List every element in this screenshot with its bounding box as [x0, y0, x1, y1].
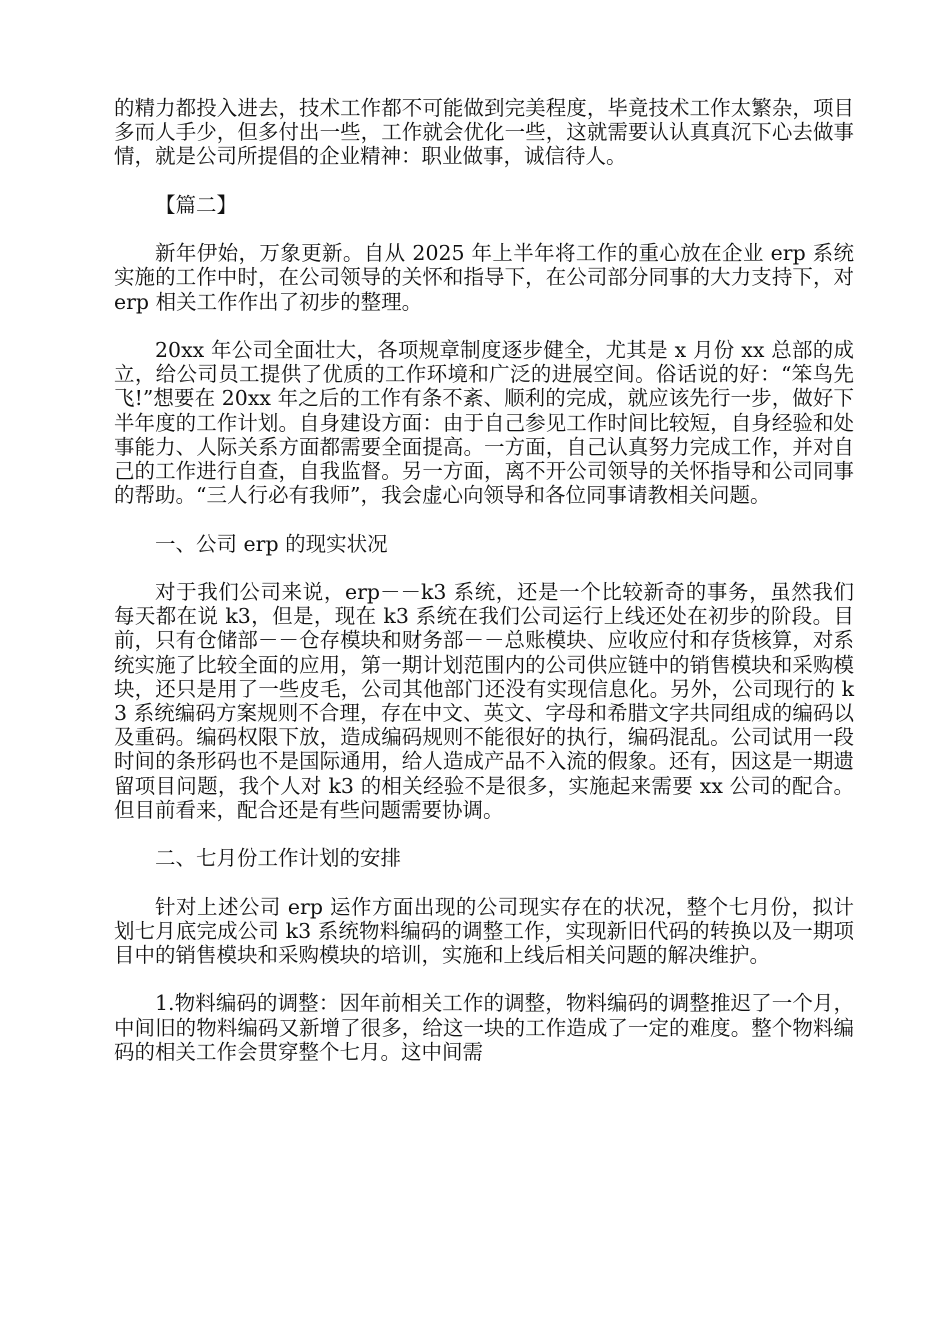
paragraph-company-growth: 20xx 年公司全面壮大，各项规章制度逐步健全，尤其是 x 月份 xx 总部的成立，给公司员工提供了优质的工作环境和广泛的进展空间。俗话说的好：“笨鸟先飞!”想要在 20xx 年之后的工作有条不紊、顺利的完成，就应该先行一步，做好下半年度的工作计划。自身建设方面：由于自己参见工作时间比较短，自身经验和处事能力、人际关系方面都需要全面提高。一方面，自己认真努力完成工作，并对自己的工作进行自查，自我监督。另一方面，离不开公司领导的关怀指导和公司同事的帮助。“三人行必有我师”，我会虚心向领导和各位同事请教相关问题。 — [114, 337, 854, 508]
paragraph-erp-status: 对于我们公司来说，erp－－k3 系统，还是一个比较新奇的事务，虽然我们每天都在说 k3，但是，现在 k3 系统在我们公司运行上线还处在初步的阶段。目前，只有仓储部－－仓存模块和财务部－－总账模块、应收应付和存货核算，对系统实施了比较全面的应用，第一期计划范围内的公司供应链中的销售模块和采购模块，还只是用了一些皮毛，公司其他部门还没有实现信息化。另外，公司现行的 k3 系统编码方案规则不合理，存在中文、英文、字母和希腊文字共同组成的编码以及重码。编码权限下放，造成编码规则不能很好的执行，编码混乱。公司试用一段时间的条形码也不是国际通用，给人造成产品不入流的假象。还有，因这是一期遗留项目问题，我个人对 k3 的相关经验不是很多，实施起来需要 xx 公司的配合。但目前看来，配合还是有些问题需要协调。 — [114, 579, 854, 822]
paragraph-july-plan: 针对上述公司 erp 运作方面出现的公司现实存在的状况，整个七月份，拟计划七月底完成公司 k3 系统物料编码的调整工作，实现新旧代码的转换以及一期项目中的销售模块和采购模块的培训，实施和上线后相关问题的解决维护。 — [114, 894, 854, 967]
paragraph-intro: 新年伊始，万象更新。自从 2025 年上半年将工作的重心放在企业 erp 系统实施的工作中时，在公司领导的关怀和指导下，在公司部分同事的大力支持下，对 erp 相关工作作出了初步的整理。 — [114, 241, 854, 314]
heading-july-plan: 二、七月份工作计划的安排 — [155, 846, 401, 871]
document-page — [114, 96, 854, 1088]
paragraph-material-code: 1.物料编码的调整：因年前相关工作的调整，物料编码的调整推迟了一个月，中间旧的物料编码又新增了很多，给这一块的工作造成了一定的难度。整个物料编码的相关工作会贯穿整个七月。这中间需 — [114, 991, 854, 1064]
section-title-part-two: 【篇二】 — [155, 192, 237, 217]
paragraph-continuation: 的精力都投入进去，技术工作都不可能做到完美程度，毕竟技术工作太繁杂，项目多而人手少，但多付出一些，工作就会优化一些，这就需要认认真真沉下心去做事情，就是公司所提倡的企业精神：职业做事，诚信待人。 — [114, 96, 854, 169]
heading-erp-status: 一、公司 erp 的现实状况 — [155, 531, 388, 556]
